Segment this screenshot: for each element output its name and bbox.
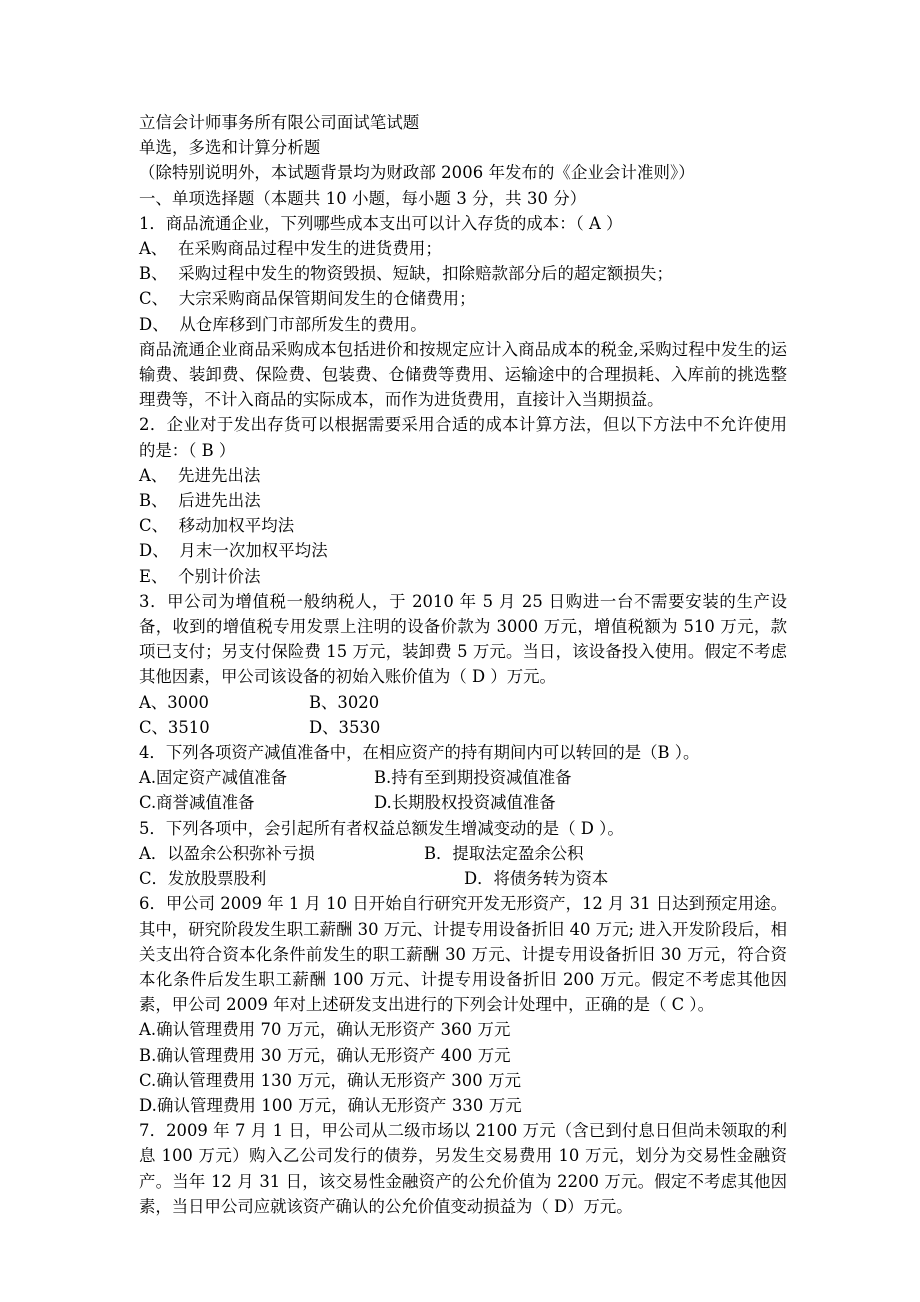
question-6-stem: 6．甲公司 2009 年 1 月 10 日开始自行研究开发无形资产，12 月 31 日达到预定用途。其中，研究阶段发生职工薪酬 30 万元、计提专用设备折旧 40 万元; 进入开发阶段后，相关支出符合资本化条件前发生的职工薪酬 30 万元、计提专用设备折旧 30 万元，符合资本化条件后发生职工薪酬 100 万元、计提专用设备折旧 200 万元。假定不考虑其他因素，甲公司 2009 年对上述研发支出进行的下列会计处理中，正确的是（ C ）。	[139, 894, 787, 1015]
question-3-stem: 3．甲公司为增值税一般纳税人，于 2010 年 5 月 25 日购进一台不需要安装的生产设备，收到的增值税专用发票上注明的设备价款为 3000 万元，增值税额为 510 万元，款项已支付；另支付保险费 15 万元，装卸费 5 万元。当日，该设备投入使用。假定不考虑其他因素，甲公司该设备的初始入账价值为（ D ）万元。	[139, 591, 787, 687]
question-1-option-d: D、 从仓库移到门市部所发生的费用。	[139, 314, 427, 334]
question-2-stem: 2．企业对于发出存货可以根据需要采用合适的成本计算方法，但以下方法中不允许使用的是：（ B ）	[139, 415, 787, 460]
document-subtitle: 单选，多选和计算分析题	[139, 138, 321, 158]
question-1-option-b: B、 采购过程中发生的物资毁损、短缺，扣除赔款部分后的超定额损失；	[139, 264, 673, 284]
question-3-option-c: C、3510	[139, 717, 210, 737]
question-5-option-c: C．发放股票股利	[139, 869, 267, 889]
question-2-option-c: C、 移动加权平均法	[139, 516, 295, 536]
question-4-option-d: D.长期股权投资减值准备	[374, 793, 556, 813]
question-5-option-row-1	[139, 841, 787, 866]
question-4-option-row-2	[139, 790, 787, 815]
question-5-option-d: D．将债务转为资本	[464, 869, 609, 889]
question-6-option-a: A.确认管理费用 70 万元，确认无形资产 360 万元	[139, 1020, 511, 1040]
question-3-option-a: A、3000	[139, 692, 209, 712]
question-3-option-row-2	[139, 715, 787, 740]
question-4-option-a: A.固定资产减值准备	[139, 768, 288, 788]
question-1-option-a: A、 在采购商品过程中发生的进货费用；	[139, 239, 442, 259]
question-4-option-b: B.持有至到期投资减值准备	[374, 768, 572, 788]
question-6-option-c: C.确认管理费用 130 万元，确认无形资产 300 万元	[139, 1070, 522, 1090]
document-body	[139, 110, 787, 1219]
question-5-option-a: A．以盈余公积弥补亏损	[139, 843, 315, 863]
question-7-stem: 7．2009 年 7 月 1 日，甲公司从二级市场以 2100 万元（含已到付息日但尚未领取的利息 100 万元）购入乙公司发行的债券，另发生交易费用 10 万元，划分为交易性金融资产。当年 12 月 31 日，该交易性金融资产的公允价值为 2200 万元。假定不考虑其他因素，当日甲公司应就该资产确认的公允价值变动损益为（ D）万元。	[139, 1121, 787, 1216]
section-heading: 一、单项选择题（本题共 10 小题，每小题 3 分，共 30 分）	[139, 188, 587, 208]
question-2-option-a: A、 先进先出法	[139, 465, 261, 485]
question-3-option-d: D、3530	[309, 717, 381, 737]
question-6-option-b: B.确认管理费用 30 万元，确认无形资产 400 万元	[139, 1045, 511, 1065]
question-5-option-row-2	[139, 866, 787, 891]
question-2-option-b: B、 后进先出法	[139, 491, 261, 511]
question-4-stem: 4．下列各项资产减值准备中，在相应资产的持有期间内可以转回的是（B ）。	[139, 743, 700, 763]
question-2-option-e: E、 个别计价法	[139, 566, 261, 586]
question-2-option-d: D、 月末一次加权平均法	[139, 541, 328, 561]
question-6-option-d: D.确认管理费用 100 万元，确认无形资产 330 万元	[139, 1095, 522, 1115]
question-4-option-c: C.商誉减值准备	[139, 793, 255, 813]
question-5-option-b: B．提取法定盈余公积	[424, 843, 584, 863]
question-4-option-row-1	[139, 765, 787, 790]
question-1-explanation: 商品流通企业商品采购成本包括进价和按规定应计入商品成本的税金,采购过程中发生的运输费、装卸费、保险费、包装费、仓储费等费用、运输途中的合理损耗、入库前的挑选整理费等，不计入商品的实际成本，而作为进货费用，直接计入当期损益。	[139, 339, 787, 410]
question-3-option-b: B、3020	[309, 692, 380, 712]
document-note: （除特别说明外，本试题背景均为财政部 2006 年发布的《企业会计准则》）	[139, 163, 695, 183]
document-title: 立信会计师事务所有限公司面试笔试题	[139, 113, 420, 132]
question-1-stem: 1．商品流通企业，下列哪些成本支出可以计入存货的成本：（ A ）	[139, 213, 623, 233]
question-3-option-row-1	[139, 690, 787, 715]
question-1-option-c: C、 大宗采购商品保管期间发生的仓储费用；	[139, 289, 476, 309]
question-5-stem: 5．下列各项中，会引起所有者权益总额发生增减变动的是（ D ）。	[139, 818, 624, 838]
